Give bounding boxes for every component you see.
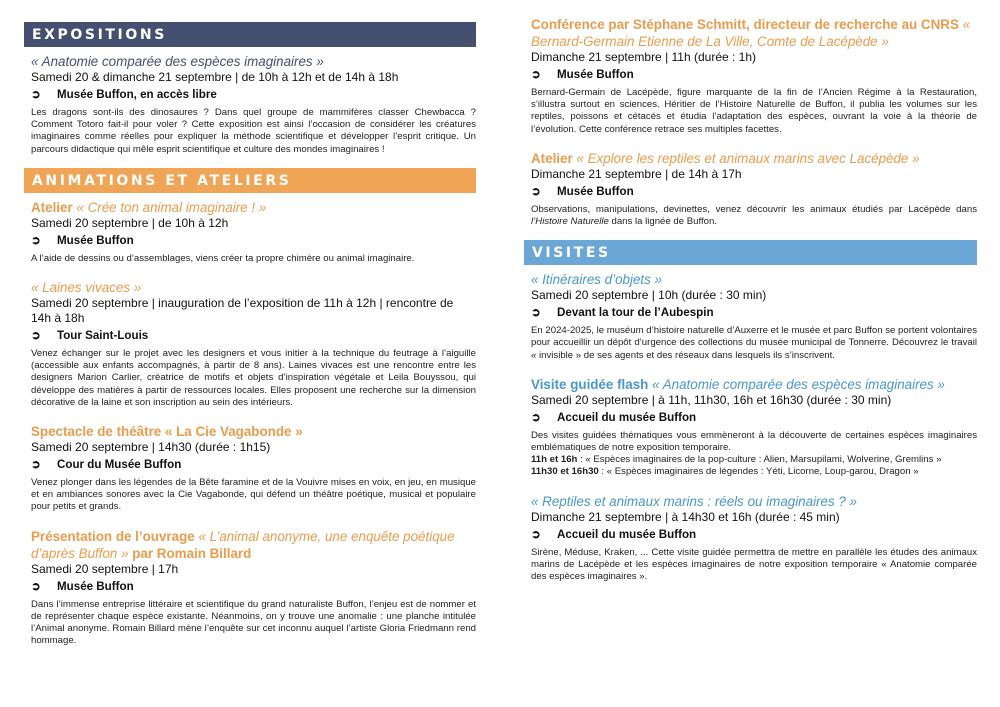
ouvrage-title: Présentation de l’ouvrage « L’animal anonyme, une enquête poétique d’après Buffon » par Romain Billard (31, 528, 455, 561)
ouvrage-item (24, 528, 476, 648)
arrow-icon: ➲ (31, 329, 41, 343)
flash-item (524, 376, 977, 479)
atelier-place: ➲ Musée Buffon (31, 233, 134, 247)
reptiles-date: Dimanche 21 septembre | à 14h30 et 16h (durée : 45 min) (531, 509, 840, 524)
atelier-date: Samedi 20 septembre | de 10h à 12h (31, 215, 229, 230)
itineraires-description: En 2024-2025, le muséum d’histoire naturelle d’Auxerre et le musée et parc Buffon se portent volontaires pour accueillir un dépôt d’urgence des collections du musée municipal de Tonnerre. Découvrez le travail « invisible » de ses agents et des réseaux dans lesquels ils s’inscrivent. (531, 325, 977, 361)
reptiles-item (524, 493, 977, 584)
conference-title: Conférence par Stéphane Schmitt, directeur de recherche au CNRS « Bernard-Germain Etienne de La Ville, Comte de Lacépède » (531, 17, 971, 49)
ouvrage-date: Samedi 20 septembre | 17h (31, 561, 179, 576)
laines-description: Venez échanger sur le projet avec les designers et vous initier à la technique du feutrage à l’aiguille (accessible aux enfants accompagnés, à partir de 8 ans). Laines vivaces est une rencontre entre les designers Marion Carlier, créatrice de motifs et objets d’inspiration végétale et Leila Bouyssou, qui développe des matières à partir de ressources locales. Elles proposent une recherche sur la dimension décorative de la laine et son inscription au sein des intérieurs. (31, 348, 476, 408)
exposition-place: ➲ Musée Buffon, en accès libre (31, 88, 217, 101)
atelier2-date: Dimanche 21 septembre | de 14h à 17h (531, 166, 742, 181)
atelier2-place: ➲ Musée Buffon (531, 184, 634, 198)
arrow-icon: ➲ (31, 458, 41, 472)
itineraires-item (524, 271, 977, 362)
spectacle-date: Samedi 20 septembre | 14h30 (durée : 1h15) (31, 440, 271, 455)
flash-line-legendes: 11h30 et 16h30 : « Espèces imaginaires de légendes : Yéti, Licorne, Loup-garou, Dragon » (531, 466, 919, 478)
itineraires-place: ➲ Devant la tour de l’Aubespin (531, 306, 714, 320)
conference-item (524, 16, 977, 136)
arrow-icon: ➲ (531, 410, 541, 424)
arrow-icon: ➲ (31, 88, 41, 101)
flash-title: Visite guidée flash « Anatomie comparée des espèces imaginaires » (531, 376, 945, 392)
laines-place: ➲ Tour Saint-Louis (31, 329, 149, 343)
arrow-icon: ➲ (31, 233, 41, 247)
reptiles-title: « Reptiles et animaux marins : réels ou imaginaires ? » (531, 493, 857, 509)
spectacle-item (24, 423, 476, 514)
right-column (524, 16, 977, 583)
arrow-icon: ➲ (531, 306, 541, 320)
exposition-item (24, 53, 476, 156)
flash-line-pop: 11h et 16h : « Espèces imaginaires de la pop-culture : Alien, Marsupilami, Wolverine, Gremlins » (531, 454, 942, 466)
atelier2-item (524, 150, 977, 228)
flash-date: Samedi 20 septembre | à 11h, 11h30, 16h et 16h30 (durée : 30 min) (531, 392, 892, 407)
spectacle-place: ➲ Cour du Musée Buffon (31, 458, 182, 472)
itineraires-date: Samedi 20 septembre | 10h (durée : 30 min) (531, 288, 767, 303)
visites-banner: VISITES (524, 240, 977, 265)
exposition-description: Les dragons sont-ils des dinosaures ? Dans quel groupe de mammifères classer Chewbacca ? Comment Totoro fait-il pour voler ? Cette exposition est ainsi l’occasion de considérer les créatures imaginaires comme réelles pour expliquer la méthode scientifique et développer l’esprit critique. Un parcours didactique qui mêle esprit scientifique et culture des mondes imaginaires ! (31, 107, 476, 155)
ouvrage-place: ➲ Musée Buffon (31, 579, 134, 593)
laines-item (24, 279, 476, 409)
exposition-title: « Anatomie comparée des espèces imaginaires » (31, 54, 324, 69)
flash-description: Des visites guidées thématiques vous emmèneront à la découverte de certaines espèces imaginaires emblématiques de notre exposition temporaire. 11h et 16h : « Espèces imaginaires de la pop-culture : Alien, Marsupilami, Wolverine, Gremlins » 11h30 et 16h30 : « Espèces imaginaires de légendes : Yéti, Licorne, Loup-garou, Dragon » (531, 429, 977, 478)
arrow-icon: ➲ (31, 579, 41, 593)
atelier2-title: Atelier « Explore les reptiles et animaux marins avec Lacépède » (531, 150, 920, 166)
animations-banner: ANIMATIONS ET ATELIERS (24, 168, 476, 193)
exposition-date: Samedi 20 & dimanche 21 septembre | de 10h à 12h et de 14h à 18h (31, 70, 399, 84)
arrow-icon: ➲ (531, 527, 541, 541)
reptiles-description: Sirène, Méduse, Kraken, ... Cette visite guidée permettra de mettre en parallèle les études des animaux marins de Lacépède et les espèces imaginaires de notre exposition temporaire « Anatomie comparée des espèces imaginaires ». (531, 546, 977, 583)
atelier-title: Atelier « Crée ton animal imaginaire ! » (31, 199, 267, 215)
atelier-item (24, 199, 476, 265)
conference-date: Dimanche 21 septembre | 11h (durée : 1h) (531, 50, 757, 64)
atelier2-description: Observations, manipulations, devinettes, venez découvrir les animaux étudiés par Lacépède dans l’Histoire Naturelle dans la lignée de Buffon. (531, 203, 977, 228)
left-column (24, 22, 476, 647)
atelier-description: A l’aide de dessins ou d’assemblages, viens créer ta propre chimère ou animal imaginaire. (31, 252, 415, 264)
arrow-icon: ➲ (531, 184, 541, 198)
itineraires-title: « Itinéraires d’objets » (531, 272, 663, 288)
laines-title: « Laines vivaces » (31, 280, 142, 296)
arrow-icon: ➲ (531, 68, 541, 81)
spectacle-description: Venez plonger dans les légendes de la Bête faramine et de la Vouivre mises en voix, en jeu, en musique et en ambiances sonores avec la Cie Vagabonde, qui défend un théâtre poétique, musical et populaire pour petits et grands. (31, 477, 476, 513)
conference-place: ➲ Musée Buffon (531, 68, 634, 81)
laines-date: Samedi 20 septembre | inauguration de l’exposition de 11h à 12h | rencontre de 14h à 18h (31, 296, 454, 326)
expositions-banner: EXPOSITIONS (24, 22, 476, 47)
conference-description: Bernard-Germain de Lacépède, figure marquante de la fin de l’Ancien Régime à la Restauration, s’illustra surtout en sciences. Héritier de l’Histoire Naturelle de Buffon, il publia les volumes sur les reptiles, poissons et cétacés et étudia l’adaptation des espèces, ouvrant la voie à la théorie de l’évolution. Cette conférence retrace ses multiples facettes. (531, 87, 977, 135)
ouvrage-description: Dans l’immense entreprise littéraire et scientifique du grand naturaliste Buffon, l’enjeu est de nommer et de représenter chaque espèce existante. Néanmoins, on y trouve une anomalie : une planche intitulée l’Animal anonyme. Romain Billard mène l’enquête sur cet inconnu auquel l’artiste Gloria Friedmann rend hommage. (31, 598, 476, 647)
spectacle-title: Spectacle de théâtre « La Cie Vagabonde » (31, 424, 303, 440)
flash-place: ➲ Accueil du musée Buffon (531, 410, 697, 424)
reptiles-place: ➲ Accueil du musée Buffon (531, 527, 697, 541)
